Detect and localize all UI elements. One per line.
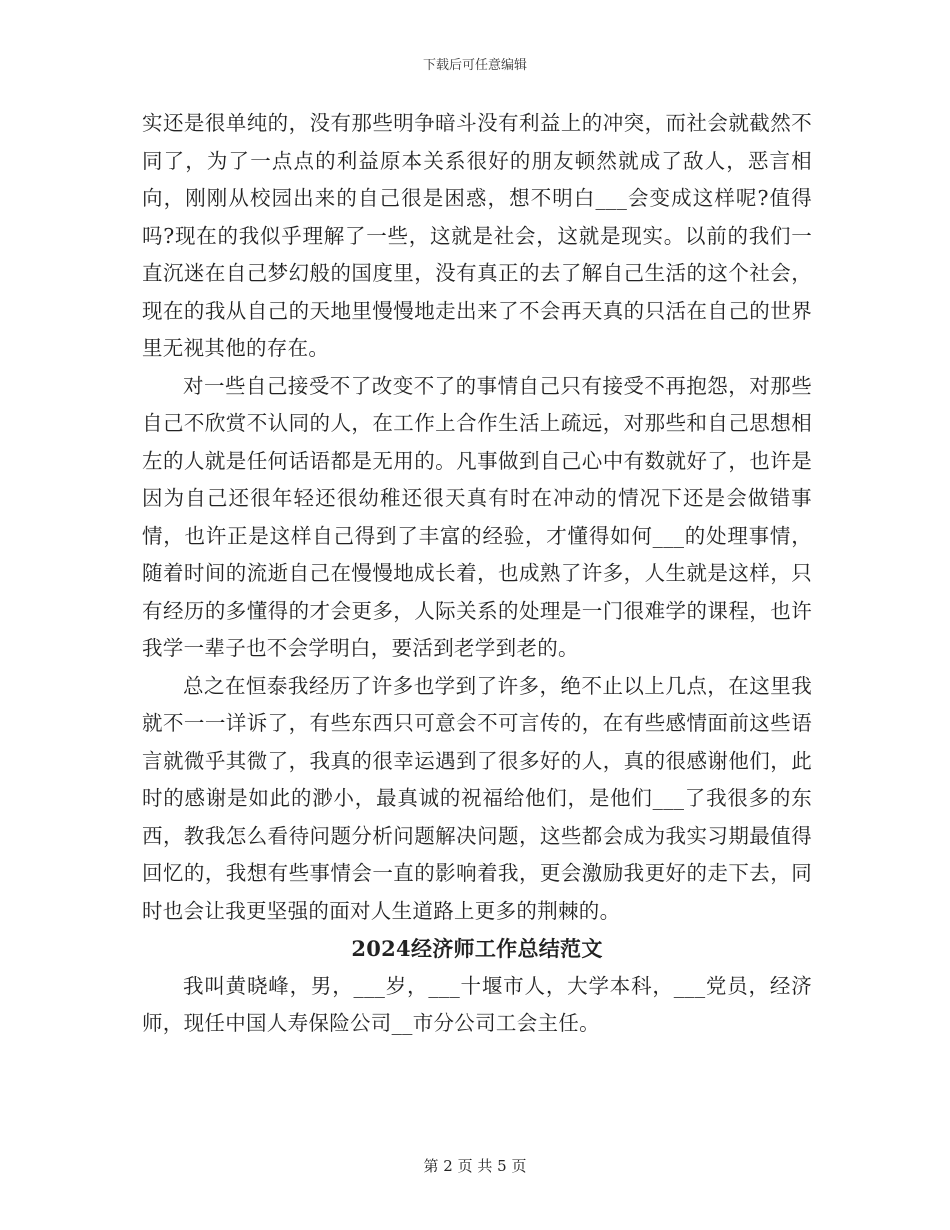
page-header: 下载后可任意编辑: [422, 58, 527, 73]
body-paragraph-1: 实还是很单纯的，没有那些明争暗斗没有利益上的冲突，而社会就截然不同了，为了一点点的利益原本关系很好的朋友顿然就成了敌人，恶言相向，刚刚从校园出来的自己很是困惑，想不明白___会变成这样呢?值得吗?现在的我似乎理解了一些，这就是社会，这就是现实。以前的我们一直沉迷在自己梦幻般的国度里，没有真正的去了解自己生活的这个社会，现在的我从自己的天地里慢慢地走出来了不会再天真的只活在自己的世界里无视其他的存在。: [142, 111, 812, 360]
body-paragraph-3: 总之在恒泰我经历了许多也学到了许多，绝不止以上几点，在这里我就不一一详诉了，有些东西只可意会不可言传的，在有些感情面前这些语言就微乎其微了，我真的很幸运遇到了很多好的人，真的很感谢他们，此时的感谢是如此的渺小，最真诚的祝福给他们，是他们___了我很多的东西，教我怎么看待问题分析问题解决问题，这些都会成为我实习期最值得回忆的，我想有些事情会一直的影响着我，更会激励我更好的走下去，同时也会让我更坚强的面对人生道路上更多的荆棘的。: [142, 673, 812, 923]
page-number: 第 2 页 共 5 页: [423, 1157, 527, 1175]
body-paragraph-2: 对一些自己接受不了改变不了的事情自己只有接受不再抱怨，对那些自己不欣赏不认同的人，在工作上合作生活上疏远，对那些和自己思想相左的人就是任何话语都是无用的。凡事做到自己心中有数就好了，也许是因为自己还很年轻还很幼稚还很天真有时在冲动的情况下还是会做错事情，也许正是这样自己得到了丰富的经验，才懂得如何___的处理事情，随着时间的流逝自己在慢慢地成长着，也成熟了许多，人生就是这样，只有经历的多懂得的才会更多，人际关系的处理是一门很难学的课程，也许我学一辈子也不会学明白，要活到老学到老的。: [142, 373, 812, 660]
section-title: 2024经济师工作总结范文: [351, 936, 603, 961]
document-body: [142, 105, 812, 1043]
section-paragraph: 我叫黄晓峰，男，___岁，___十堰市人，大学本科，___党员，经济师，现任中国人寿保险公司__市分公司工会主任。: [142, 973, 812, 1035]
